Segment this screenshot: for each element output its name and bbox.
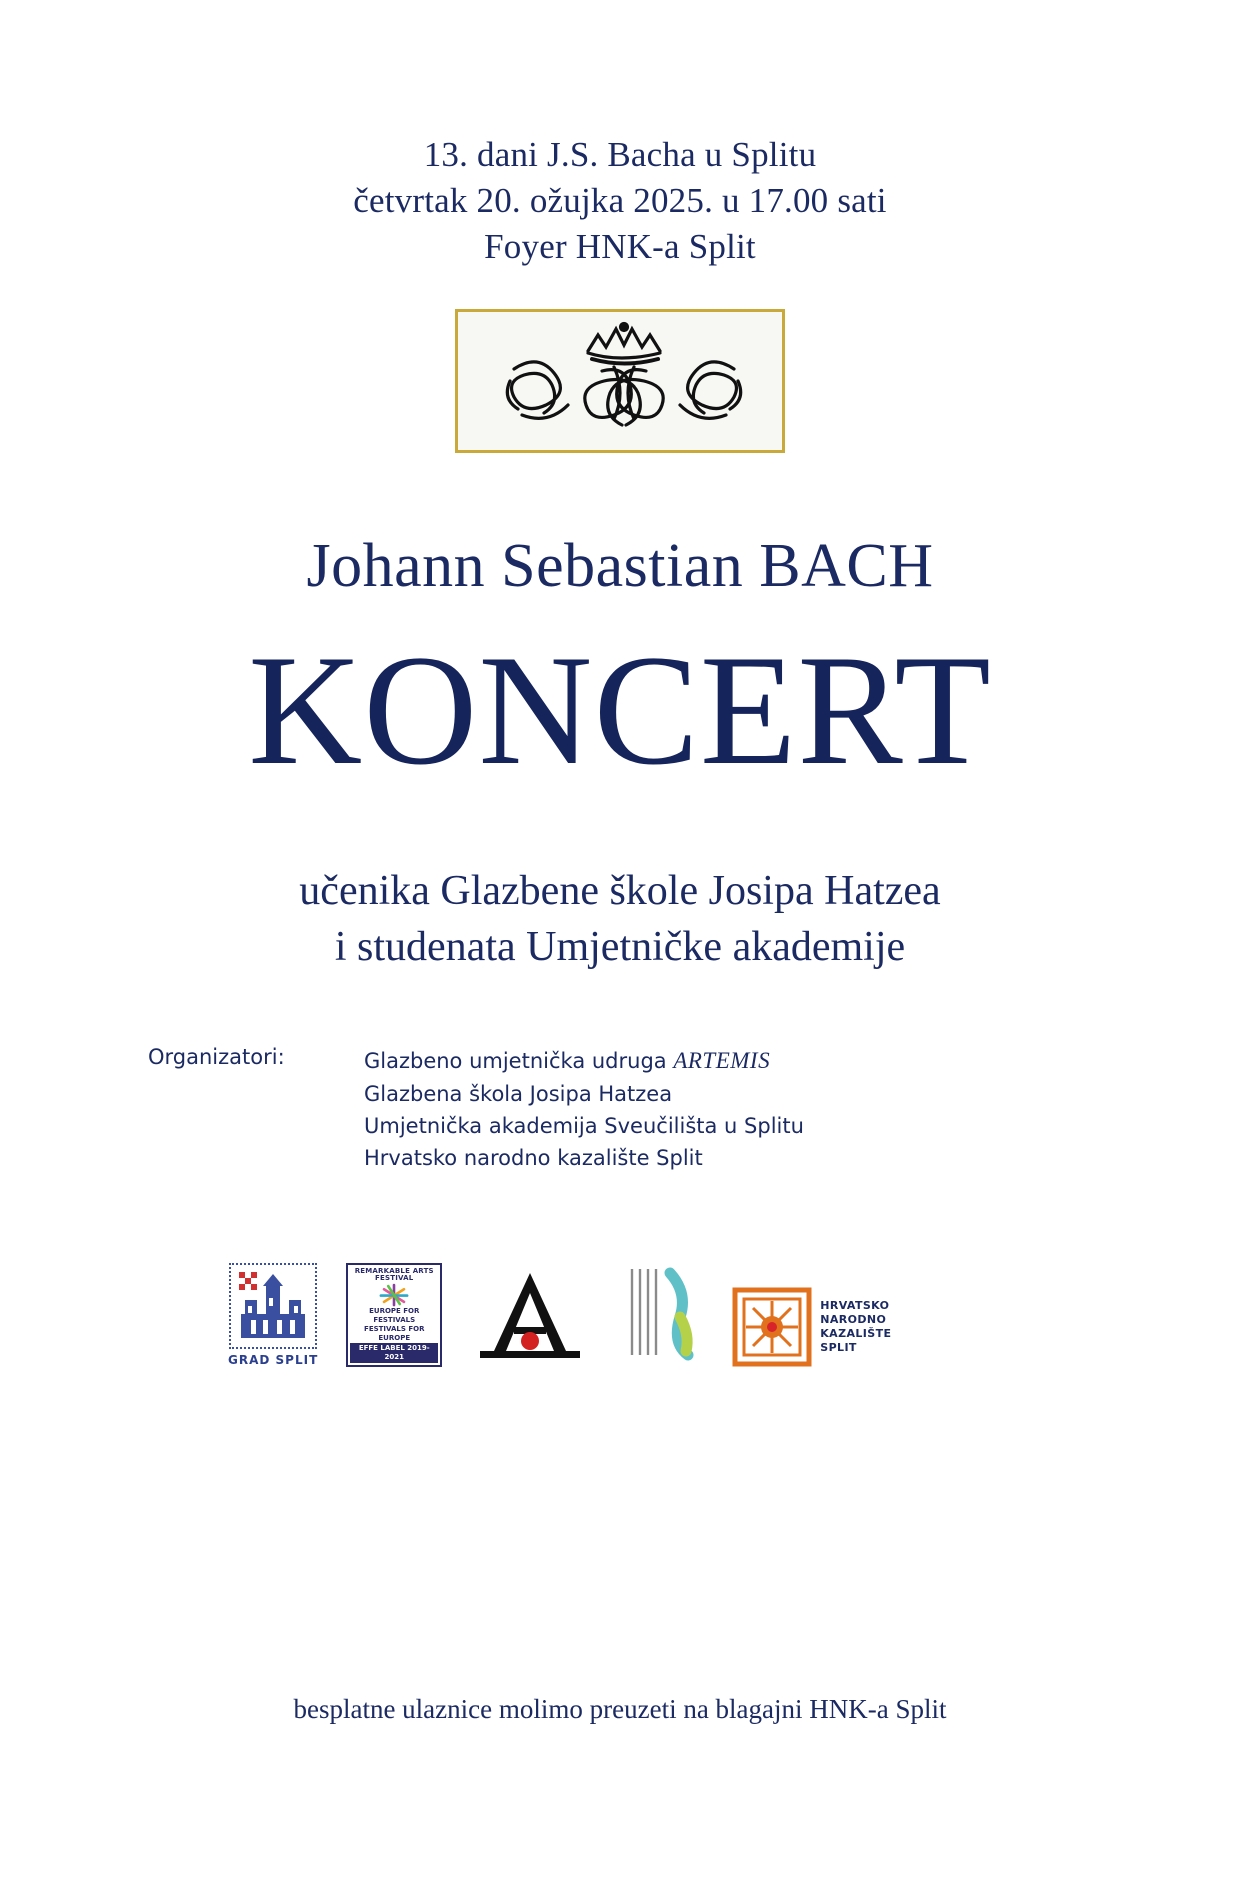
ticket-note: besplatne ulaznice molimo preuzeti na blagajni HNK-a Split: [293, 1694, 947, 1724]
effe-line-1: EUROPE FOR FESTIVALS: [369, 1307, 420, 1325]
bach-monogram-emblem: [455, 309, 785, 453]
academy-a-icon: [470, 1267, 590, 1367]
effe-star-icon: [363, 1283, 425, 1307]
emblem-container: [0, 309, 1240, 453]
organizers-block: [0, 1044, 1240, 1175]
organizer-item: Umjetnička akademija Sveučilišta u Splitu: [364, 1113, 804, 1138]
composer-name: Johann Sebastian BACH: [306, 531, 934, 600]
organizers-label: Organizatori:: [148, 1045, 285, 1070]
hnk-sun-icon: [732, 1287, 812, 1367]
grad-split-caption: GRAD SPLIT: [228, 1352, 319, 1367]
split-palace-icon: [235, 1270, 311, 1342]
event-datetime-line: četvrtak 20. ožujka 2025. u 17.00 sati: [353, 181, 887, 221]
event-venue-line: Foyer HNK-a Split: [484, 227, 756, 267]
event-header: [0, 132, 1240, 271]
effe-label-logo: [346, 1263, 442, 1367]
hnk-caption: HRVATSKO NARODNO KAZALIŠTE SPLIT: [820, 1298, 892, 1354]
organizers-list: [364, 1044, 804, 1175]
organizer-item: [364, 1044, 804, 1079]
organizer-item: Glazbena škola Josipa Hatzea: [364, 1082, 673, 1107]
effe-bottom-text: [350, 1307, 438, 1363]
subtitle-line-1: učenika Glazbene škole Josipa Hatzea: [299, 867, 941, 914]
school-wave-icon: [618, 1263, 704, 1367]
effe-top-text: REMARKABLE ARTS FESTIVAL: [354, 1266, 434, 1283]
glazbena-skola-hatze-logo: [618, 1263, 704, 1367]
sponsor-logos: [0, 1237, 1240, 1367]
organizer-emphasis: ARTEMIS: [673, 1048, 771, 1074]
poster-subtitle: [0, 863, 1240, 976]
organizer-name: Glazbeno umjetnička udruga: [364, 1049, 674, 1074]
subtitle-line-2: i studenata Umjetničke akademije: [334, 924, 906, 971]
hnk-split-logo: [732, 1287, 891, 1367]
effe-line-2: FESTIVALS FOR EUROPE: [364, 1324, 425, 1342]
grad-split-crest-icon: [229, 1263, 317, 1349]
monogram-icon: [470, 319, 770, 443]
effe-line-3: EFFE LABEL 2019-2021: [350, 1343, 438, 1363]
organizer-item: Hrvatsko narodno kazalište Split: [364, 1145, 703, 1170]
poster-title: KONCERT: [248, 622, 992, 798]
event-series-line: 13. dani J.S. Bacha u Splitu: [423, 135, 817, 174]
concert-poster: [0, 132, 1240, 1886]
umjetnicka-akademija-logo: [470, 1267, 590, 1367]
grad-split-logo: [228, 1263, 318, 1367]
